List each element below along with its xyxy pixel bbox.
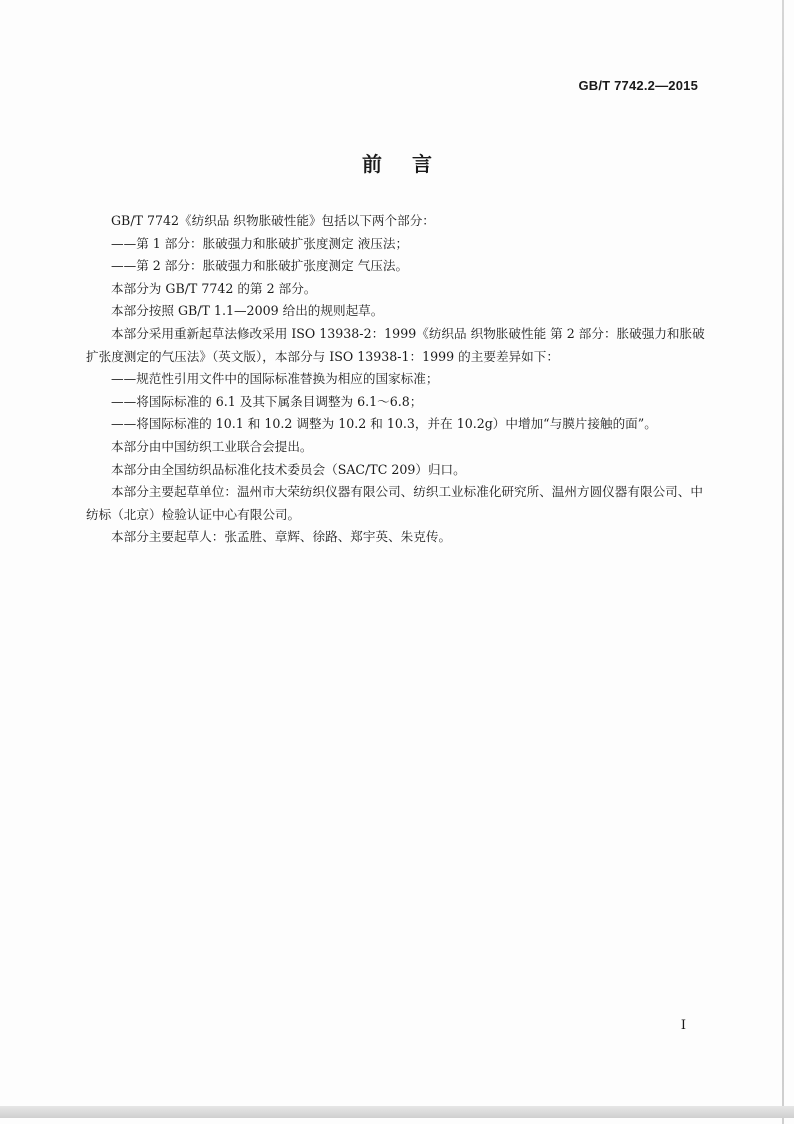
scan-bottom-shadow bbox=[0, 1106, 794, 1118]
paragraph-iso-adoption: 本部分采用重新起草法修改采用 ISO 13938-2：1999《纺织品 织物胀破性能 第 2 部分：胀破强力和胀破扩张度测定的气压法》（英文版），本部分与 ISO 13938-1：1999 的主要差异如下： bbox=[86, 325, 705, 364]
list-item-part-2: ——第 2 部分：胀破强力和胀破扩张度测定 气压法。 bbox=[111, 258, 409, 274]
page-number: I bbox=[680, 1018, 686, 1033]
paragraph-part-statement: 本部分为 GB/T 7742 的第 2 部分。 bbox=[111, 280, 317, 296]
foreword-body bbox=[86, 210, 708, 549]
list-item-difference-1: ——规范性引用文件中的国际标准替换为相应的国家标准； bbox=[111, 371, 439, 387]
list-item-difference-3: ——将国际标准的 10.1 和 10.2 调整为 10.2 和 10.3，并在 10.2g）中增加“与膜片接触的面”。 bbox=[111, 416, 657, 432]
paragraph-intro: GB/T 7742《纺织品 织物胀破性能》包括以下两个部分： bbox=[111, 213, 435, 228]
list-item-part-1: ——第 1 部分：胀破强力和胀破扩张度测定 液压法； bbox=[111, 235, 409, 251]
paragraph-drafting-units: 本部分主要起草单位：温州市大荣纺织仪器有限公司、纺织工业标准化研究所、温州方圆仪器有限公司、中纺标（北京）检验认证中心有限公司。 bbox=[86, 484, 703, 522]
standard-number: GB/T 7742.2—2015 bbox=[578, 78, 698, 93]
paragraph-proposer: 本部分由中国纺织工业联合会提出。 bbox=[111, 438, 313, 454]
paragraph-drafting-rules: 本部分按照 GB/T 1.1—2009 给出的规则起草。 bbox=[111, 303, 384, 319]
paragraph-committee: 本部分由全国纺织品标准化技术委员会（SAC/TC 209）归口。 bbox=[111, 461, 466, 477]
page-title: 前言 bbox=[362, 152, 462, 176]
paragraph-drafters: 本部分主要起草人：张孟胜、章辉、徐路、郑宇英、朱克传。 bbox=[111, 529, 452, 545]
list-item-difference-2: ——将国际标准的 6.1 及其下属条目调整为 6.1～6.8； bbox=[111, 393, 423, 409]
